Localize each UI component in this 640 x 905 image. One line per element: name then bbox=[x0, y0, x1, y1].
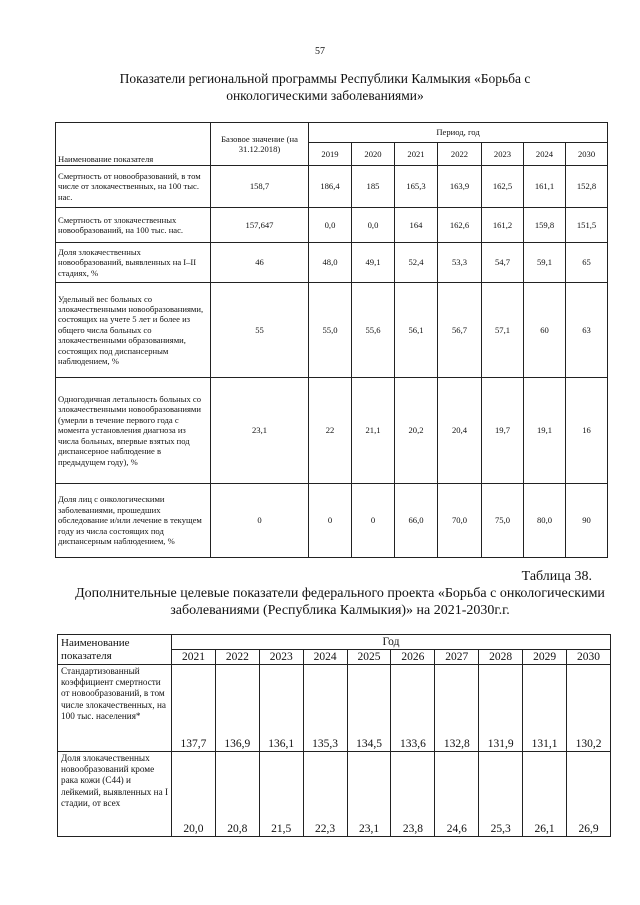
year-header: 2020 bbox=[352, 142, 395, 165]
cell-value: 26,9 bbox=[567, 752, 611, 837]
year-header: 2021 bbox=[172, 650, 216, 665]
document-title: Показатели региональной программы Республики Калмыкия «Борьба с онкологическими заболеваниями» bbox=[119, 71, 531, 103]
table-row bbox=[56, 166, 608, 208]
cell-value: 20,8 bbox=[215, 752, 259, 837]
page-number: 57 bbox=[315, 46, 325, 57]
cell-value: 152,8 bbox=[566, 166, 608, 208]
row-name: Доля лиц с онкологическими заболеваниями, прошедших обследование и/или лечение в текущем году из числа состоящих под диспансерным наблюдением, % bbox=[56, 484, 211, 558]
column-header-base: Базовое значение (на 31.12.2018) bbox=[211, 123, 309, 166]
cell-value: 186,4 bbox=[309, 166, 352, 208]
cell-value: 0,0 bbox=[352, 208, 395, 243]
year-header: 2028 bbox=[479, 650, 523, 665]
table-row bbox=[56, 208, 608, 243]
column-header-name: Наименование показателя bbox=[58, 635, 172, 665]
cell-value: 161,1 bbox=[524, 166, 566, 208]
row-name: Доля злокачественных новообразований, выявленных на I–II стадиях, % bbox=[56, 243, 211, 283]
column-header-year: Год bbox=[172, 635, 611, 650]
cell-value: 90 bbox=[566, 484, 608, 558]
cell-value: 0 bbox=[309, 484, 352, 558]
column-header-period: Период, год bbox=[309, 123, 608, 143]
table-row bbox=[56, 378, 608, 484]
cell-value: 136,1 bbox=[259, 665, 303, 752]
year-header: 2022 bbox=[438, 142, 482, 165]
table-title: Дополнительные целевые показатели федерального проекта «Борьба с онкологическими заболеваниями (Республика Калмыкия)» на 2021-2030г.г. bbox=[75, 586, 605, 618]
cell-value: 65 bbox=[566, 243, 608, 283]
cell-value: 164 bbox=[395, 208, 438, 243]
cell-value: 0 bbox=[352, 484, 395, 558]
year-header: 2023 bbox=[259, 650, 303, 665]
cell-value: 19,7 bbox=[482, 378, 524, 484]
year-header: 2030 bbox=[567, 650, 611, 665]
cell-value: 56,7 bbox=[438, 283, 482, 378]
table-row bbox=[58, 665, 611, 752]
cell-value: 53,3 bbox=[438, 243, 482, 283]
cell-value: 131,9 bbox=[479, 665, 523, 752]
cell-value: 130,2 bbox=[567, 665, 611, 752]
cell-value: 20,4 bbox=[438, 378, 482, 484]
cell-value: 159,8 bbox=[524, 208, 566, 243]
row-name: Удельный вес больных со злокачественными новообразованиями, состоящих на учете 5 лет и более из общего числа больных со злокачественными образованиями, состоящих под диспансерным наблюдением, % bbox=[56, 283, 211, 378]
cell-value: 163,9 bbox=[438, 166, 482, 208]
cell-value: 66,0 bbox=[395, 484, 438, 558]
cell-value: 21,1 bbox=[352, 378, 395, 484]
cell-value: 133,6 bbox=[391, 665, 435, 752]
cell-value: 131,1 bbox=[523, 665, 567, 752]
row-name: Смертность от злокачественных новообразований, на 100 тыс. нас. bbox=[56, 208, 211, 243]
cell-value: 16 bbox=[566, 378, 608, 484]
table-row bbox=[56, 243, 608, 283]
cell-value: 135,3 bbox=[303, 665, 347, 752]
cell-value: 52,4 bbox=[395, 243, 438, 283]
cell-value: 162,6 bbox=[438, 208, 482, 243]
cell-value: 60 bbox=[524, 283, 566, 378]
year-header: 2027 bbox=[435, 650, 479, 665]
cell-value: 23,1 bbox=[347, 752, 391, 837]
row-name: Доля злокачественных новообразований кроме рака кожи (С44) и лейкемий, выявленных на I стадии, от всех bbox=[58, 752, 172, 837]
cell-value: 70,0 bbox=[438, 484, 482, 558]
cell-value: 134,5 bbox=[347, 665, 391, 752]
base-value: 157,647 bbox=[211, 208, 309, 243]
table-row bbox=[56, 484, 608, 558]
base-value: 0 bbox=[211, 484, 309, 558]
regional-program-table bbox=[55, 122, 608, 558]
cell-value: 151,5 bbox=[566, 208, 608, 243]
base-value: 46 bbox=[211, 243, 309, 283]
cell-value: 54,7 bbox=[482, 243, 524, 283]
cell-value: 24,6 bbox=[435, 752, 479, 837]
federal-project-table bbox=[57, 634, 611, 837]
table-row bbox=[58, 752, 611, 837]
year-header: 2022 bbox=[215, 650, 259, 665]
table-row bbox=[56, 283, 608, 378]
cell-value: 19,1 bbox=[524, 378, 566, 484]
year-header: 2030 bbox=[566, 142, 608, 165]
cell-value: 57,1 bbox=[482, 283, 524, 378]
cell-value: 26,1 bbox=[523, 752, 567, 837]
year-header: 2025 bbox=[347, 650, 391, 665]
cell-value: 25,3 bbox=[479, 752, 523, 837]
row-name: Смертность от новообразований, в том числе от злокачественных, на 100 тыс. нас. bbox=[56, 166, 211, 208]
cell-value: 161,2 bbox=[482, 208, 524, 243]
cell-value: 63 bbox=[566, 283, 608, 378]
cell-value: 22,3 bbox=[303, 752, 347, 837]
cell-value: 59,1 bbox=[524, 243, 566, 283]
cell-value: 132,8 bbox=[435, 665, 479, 752]
column-header-name: Наименование показателя bbox=[56, 123, 211, 166]
year-header: 2021 bbox=[395, 142, 438, 165]
cell-value: 0,0 bbox=[309, 208, 352, 243]
cell-value: 20,2 bbox=[395, 378, 438, 484]
row-name: Стандартизованный коэффициент смертности от новообразований, в том числе злокачественных, на 100 тыс. населения* bbox=[58, 665, 172, 752]
year-header: 2029 bbox=[523, 650, 567, 665]
cell-value: 48,0 bbox=[309, 243, 352, 283]
cell-value: 165,3 bbox=[395, 166, 438, 208]
cell-value: 55,6 bbox=[352, 283, 395, 378]
base-value: 55 bbox=[211, 283, 309, 378]
cell-value: 137,7 bbox=[172, 665, 216, 752]
cell-value: 21,5 bbox=[259, 752, 303, 837]
year-header: 2019 bbox=[309, 142, 352, 165]
year-header: 2024 bbox=[303, 650, 347, 665]
table-label: Таблица 38. bbox=[521, 569, 592, 584]
cell-value: 56,1 bbox=[395, 283, 438, 378]
cell-value: 20,0 bbox=[172, 752, 216, 837]
cell-value: 55,0 bbox=[309, 283, 352, 378]
cell-value: 22 bbox=[309, 378, 352, 484]
year-header: 2026 bbox=[391, 650, 435, 665]
row-name: Одногодичная летальность больных со злокачественными новообразованиями (умерли в течение первого года с момента установления диагноза из числа больных, впервые взятых под диспансерное наблюдение в предыдущем году), % bbox=[56, 378, 211, 484]
year-header: 2024 bbox=[524, 142, 566, 165]
cell-value: 80,0 bbox=[524, 484, 566, 558]
cell-value: 75,0 bbox=[482, 484, 524, 558]
cell-value: 23,8 bbox=[391, 752, 435, 837]
cell-value: 49,1 bbox=[352, 243, 395, 283]
cell-value: 136,9 bbox=[215, 665, 259, 752]
base-value: 158,7 bbox=[211, 166, 309, 208]
cell-value: 162,5 bbox=[482, 166, 524, 208]
year-header: 2023 bbox=[482, 142, 524, 165]
cell-value: 185 bbox=[352, 166, 395, 208]
base-value: 23,1 bbox=[211, 378, 309, 484]
